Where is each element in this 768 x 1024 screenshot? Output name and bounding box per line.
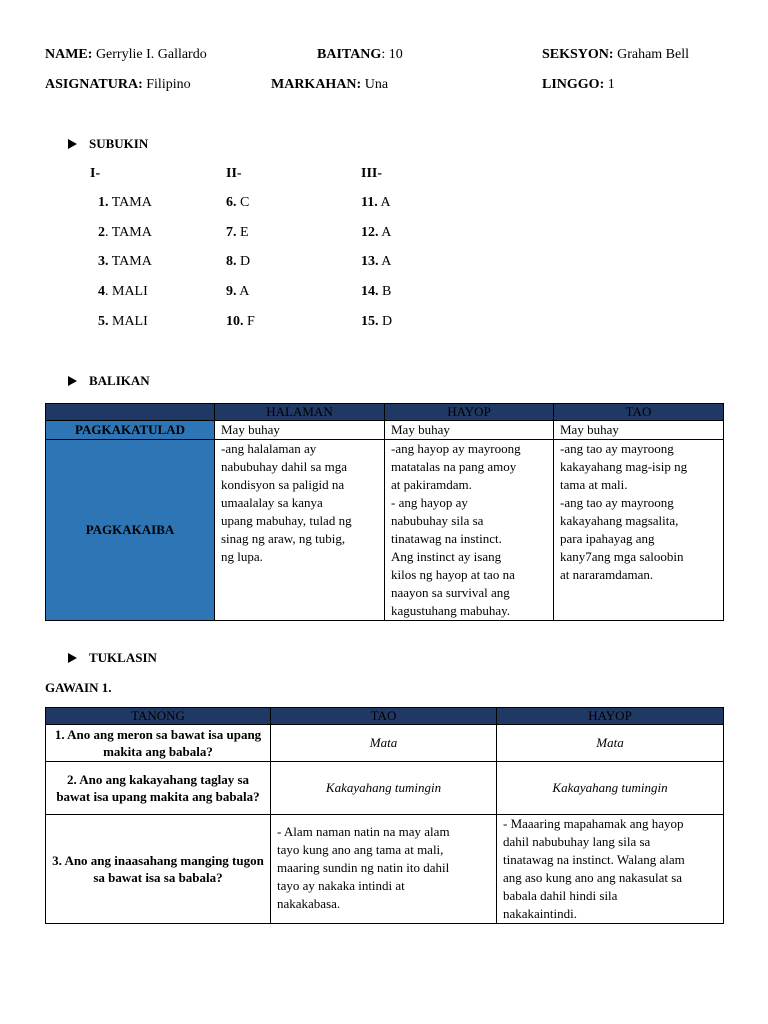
asignatura-field bbox=[45, 77, 191, 93]
answer-cell-hayop: Mata bbox=[497, 725, 724, 762]
answer-item: 6. C bbox=[226, 195, 250, 210]
answer-column-3 bbox=[361, 165, 392, 342]
name-value: Gerrylie I. Gallardo bbox=[95, 47, 207, 62]
linggo-field bbox=[542, 77, 615, 93]
asignatura-value: Filipino bbox=[146, 77, 191, 92]
header-halaman: HALAMAN bbox=[215, 404, 385, 421]
answer-item: 14. B bbox=[361, 284, 392, 300]
answer-cell-hayop: - Maaaring mapahamak ang hayop dahil nabubuhay lang sila sa tinatawag na instinct. Walang alam ang aso kung ano ang nakasulat sa babala dahil hindi sila nakakaintindi. bbox=[497, 815, 724, 924]
answer-item: 7. E bbox=[226, 224, 249, 240]
column-label: II- bbox=[226, 166, 242, 181]
table-row bbox=[46, 421, 724, 440]
table-cell: -ang hayop ay mayroong matatalas na pang amoy at pakiramdam. - ang hayop ay nabubuhay sila sa tinatawag na instinct. Ang instinct ay isang kilos ng hayop at tao na naayon sa survival ang kagustuhang mabuhay. bbox=[385, 440, 554, 621]
linggo-label: LINGGO: bbox=[542, 77, 605, 92]
balikan-table bbox=[45, 403, 724, 621]
question-cell: 3. Ano ang inaasahang manging tugon sa bawat isa sa babala? bbox=[46, 815, 271, 924]
gawain-title: GAWAIN 1. bbox=[45, 680, 112, 695]
subukin-title: SUBUKIN bbox=[89, 136, 149, 151]
table-row bbox=[46, 725, 724, 762]
baitang-field bbox=[317, 47, 403, 63]
column-label: III- bbox=[361, 166, 383, 181]
table-header-row bbox=[46, 708, 724, 725]
asignatura-label: ASIGNATURA: bbox=[45, 77, 143, 92]
answer-cell-tao: Mata bbox=[271, 725, 497, 762]
table-cell: May buhay bbox=[215, 421, 385, 440]
answer-item: 12. A bbox=[361, 224, 392, 240]
arrow-bullet-icon bbox=[68, 139, 77, 149]
name-field bbox=[45, 47, 207, 63]
tuklasin-title: TUKLASIN bbox=[89, 650, 157, 665]
subukin-heading bbox=[68, 136, 148, 152]
answer-item: 11. A bbox=[361, 195, 391, 210]
answer-cell-tao: - Alam naman natin na may alam tayo kung ano ang tama at mali, maaring sundin ng natin ito dahil tayo ay nakaka intindi at nakakabasa. bbox=[271, 815, 497, 924]
header-tanong: TANONG bbox=[46, 708, 271, 725]
seksyon-value: Graham Bell bbox=[617, 47, 689, 62]
answer-item: 4. MALI bbox=[98, 284, 148, 300]
markahan-value: Una bbox=[364, 77, 389, 92]
answer-column-1 bbox=[90, 165, 152, 342]
arrow-bullet-icon bbox=[68, 376, 77, 386]
table-cell: -ang halalaman ay nabubuhay dahil sa mga kondisyon sa paligid na umaalalay sa kanya upang mabuhay, tulad ng sinag ng araw, ng tubig, ng lupa. bbox=[215, 440, 385, 621]
tuklasin-heading bbox=[68, 650, 157, 666]
baitang-label: BAITANG bbox=[317, 47, 382, 62]
answer-item: 15. D bbox=[361, 313, 393, 329]
tuklasin-table bbox=[45, 707, 724, 924]
question-cell: 2. Ano ang kakayahang taglay sa bawat isa upang makita ang babala? bbox=[46, 762, 271, 815]
table-cell: May buhay bbox=[385, 421, 554, 440]
balikan-heading bbox=[68, 373, 150, 389]
header-tao: TAO bbox=[554, 404, 724, 421]
question-cell: 1. Ano ang meron sa bawat isa upang makita ang babala? bbox=[46, 725, 271, 762]
answer-cell-hayop: Kakayahang tumingin bbox=[497, 762, 724, 815]
header-hayop: HAYOP bbox=[385, 404, 554, 421]
balikan-title: BALIKAN bbox=[89, 373, 150, 388]
column-label: I- bbox=[90, 166, 101, 181]
arrow-bullet-icon bbox=[68, 653, 77, 663]
table-cell: -ang tao ay mayroong kakayahang mag-isip ng tama at mali. -ang tao ay mayroong kakayahang magsalita, para ipahayag ang kany7ang mga saloobin at nararamdaman. bbox=[554, 440, 724, 621]
answer-column-2 bbox=[226, 165, 255, 342]
answer-item: 5. MALI bbox=[98, 313, 148, 329]
answer-item: 8. D bbox=[226, 254, 251, 270]
row-label-pagkakatulad: PAGKAKATULAD bbox=[46, 421, 215, 440]
linggo-value: 1 bbox=[607, 77, 615, 92]
header-tao: TAO bbox=[271, 708, 497, 725]
table-row bbox=[46, 815, 724, 924]
markahan-label: MARKAHAN: bbox=[271, 77, 362, 92]
answer-item: 13. A bbox=[361, 254, 392, 270]
name-label: NAME: bbox=[45, 47, 93, 62]
seksyon-field bbox=[542, 47, 689, 63]
table-cell: May buhay bbox=[554, 421, 724, 440]
header-hayop: HAYOP bbox=[497, 708, 724, 725]
answer-item: 9. A bbox=[226, 284, 250, 300]
table-row bbox=[46, 762, 724, 815]
answer-item: 10. F bbox=[226, 313, 255, 329]
answer-item: 3. TAMA bbox=[98, 254, 152, 270]
answer-item: 2. TAMA bbox=[98, 224, 152, 240]
table-row bbox=[46, 440, 724, 621]
answer-cell-tao: Kakayahang tumingin bbox=[271, 762, 497, 815]
markahan-field bbox=[271, 77, 388, 93]
seksyon-label: SEKSYON: bbox=[542, 47, 614, 62]
row-label-pagkakaiba: PAGKAKAIBA bbox=[46, 440, 215, 621]
header-empty bbox=[46, 404, 215, 421]
baitang-value: : 10 bbox=[381, 47, 403, 62]
table-header-row bbox=[46, 404, 724, 421]
answer-item: 1. TAMA bbox=[98, 195, 152, 210]
